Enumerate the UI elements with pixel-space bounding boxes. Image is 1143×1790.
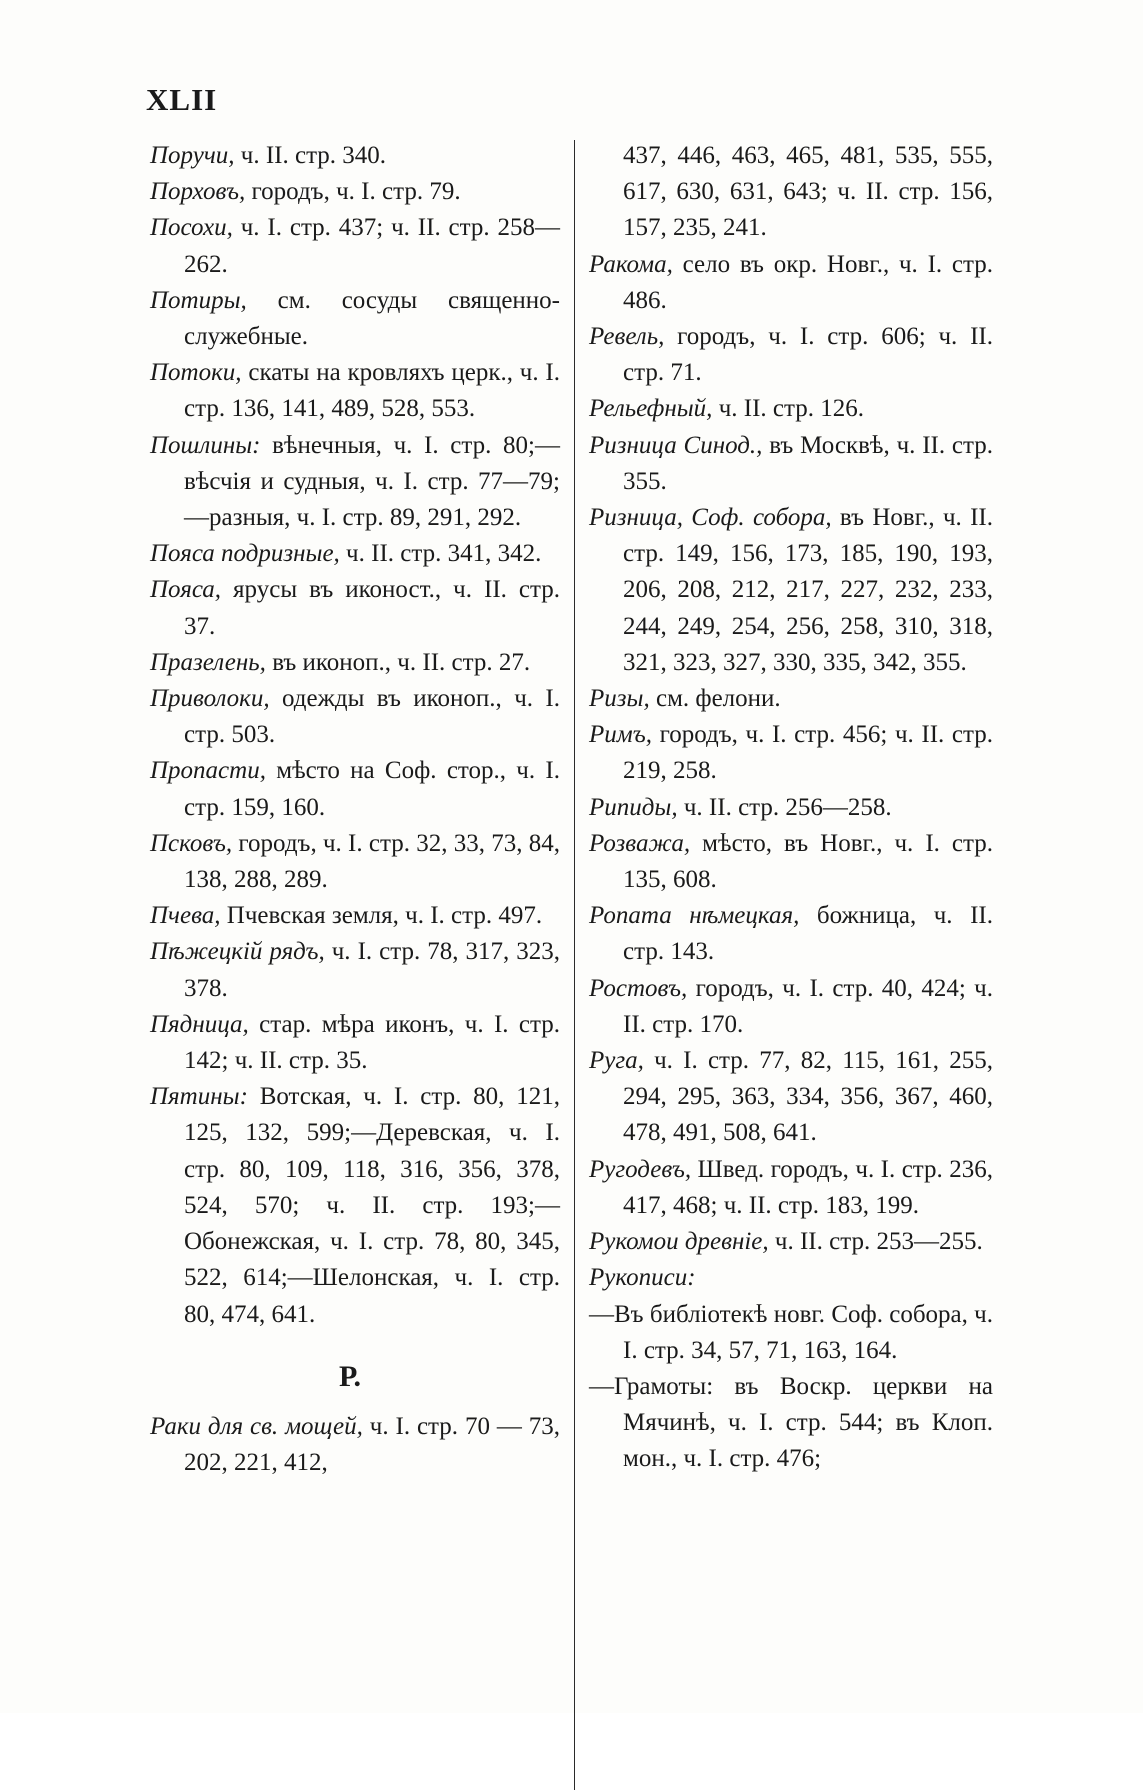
entry-references: см. фелони. [649, 685, 781, 713]
entry-references: мѣсто на Соф. стор., ч. I. стр. 159, 160. [184, 757, 560, 821]
continued-entry: 437, 446, 463, 465, 481, 535, 555, 617, 630, 631, 643; ч. II. стр. 156, 157, 235, 241. [623, 142, 993, 242]
entry-term: Руга, [589, 1047, 644, 1075]
entry-references: см. сосуды священно-служебные. [184, 286, 560, 351]
index-entry [150, 283, 560, 355]
entry-references: скаты на кровляхъ церк., ч. I. стр. 136, 141, 489, 528, 553. [184, 359, 560, 423]
index-entry [150, 572, 560, 644]
entry-term: Ризница, Соф. собора, [589, 504, 832, 532]
entry-references: мѣсто, въ Новг., ч. I. стр. 135, 608. [623, 829, 993, 894]
entry-references: городъ, ч. I. стр. 79. [245, 178, 461, 206]
entry-term: Пропасти, [150, 757, 266, 785]
entry-references: въ Новг., ч. II. стр. 149, 156, 173, 185, 190, 193, 206, 208, 212, 217, 227, 232, 233, 244, 249, 254, 256, 258, 310, 318, 321, 323, 327, 330, 335, 342, 355. [623, 504, 994, 676]
index-entry [150, 428, 560, 537]
index-entry [589, 717, 993, 789]
index-entry [150, 753, 560, 825]
entry-term: Приволоки, [150, 685, 270, 713]
left-entries [150, 138, 560, 1333]
right-entries [589, 247, 993, 1261]
entry-term: Розважа, [589, 829, 691, 857]
index-column-right [589, 138, 993, 1478]
entry-references: ярусы въ иконост., ч. II. стр. 37. [184, 576, 560, 640]
index-entry [589, 1224, 993, 1260]
index-entry [150, 138, 560, 174]
index-entry [589, 826, 993, 898]
index-entry [589, 1043, 993, 1152]
index-entry [150, 1007, 560, 1079]
entry-references: вѣнечныя, ч. I. стр. 80;—вѣсчія и судныя, ч. I. стр. 77—79;—разныя, ч. I. стр. 89, 291, 292. [184, 431, 560, 532]
left-after-section-entries [150, 1409, 560, 1481]
entry-term: Псковъ, [150, 829, 233, 857]
index-entry [589, 319, 993, 391]
entry-references: въ иконоп., ч. II. стр. 27. [265, 648, 531, 676]
entry-term: Пояса подризные, [150, 540, 340, 568]
entry-term: Посохи, [150, 214, 233, 242]
entry-term: Раки для св. мощей, [150, 1412, 363, 1440]
entry-term: Рельефный, [589, 395, 713, 423]
entry-term: Празелень, [150, 648, 266, 676]
index-entry [150, 1409, 560, 1481]
index-entry [589, 391, 993, 427]
entry-term: Пѣжецкій рядъ, [150, 938, 325, 966]
index-entry-manuscripts [589, 1260, 993, 1296]
index-entry [589, 681, 993, 717]
entry-term: Поручи, [150, 142, 235, 169]
page-number: XLII [146, 82, 218, 117]
entry-term: Пчева, [150, 902, 221, 930]
entry-term: Римъ, [589, 721, 652, 749]
entry-references: стар. мѣра иконъ, ч. I. стр. 142; ч. II. стр. 35. [184, 1010, 560, 1075]
entry-references: городъ, ч. I. стр. 32, 33, 73, 84, 138, 288, 289. [184, 829, 560, 894]
entry-term: Ругодевъ, [589, 1155, 692, 1183]
index-entry [589, 971, 993, 1043]
index-entry [589, 790, 993, 826]
entry-term: Рукописи: [589, 1264, 696, 1292]
entry-references: Пчевская земля, ч. I. стр. 497. [220, 902, 543, 930]
entry-term: Рукомои древніе, [589, 1228, 769, 1256]
entry-references: ч. II. стр. 341, 342. [339, 540, 542, 568]
index-entry [150, 536, 560, 572]
entry-references: село въ окр. Новг., ч. I. стр. 486. [623, 250, 993, 314]
index-entry [150, 645, 560, 681]
manuscript-subentry: —Въ библіотекѣ новг. Соф. собора, ч. I. стр. 34, 57, 71, 163, 164. [589, 1300, 993, 1364]
index-entry [150, 1079, 560, 1332]
index-entry [589, 1152, 993, 1224]
entry-references: ч. I. стр. 437; ч. II. стр. 258—262. [184, 214, 560, 278]
entry-term: Пядница, [150, 1010, 249, 1038]
entry-term: Ростовъ, [589, 974, 688, 1002]
entry-term: Ревель, [589, 323, 665, 351]
index-entry [589, 500, 993, 681]
entry-term: Порховъ, [150, 178, 246, 206]
section-letter: Р. [338, 1359, 362, 1393]
index-entry [589, 898, 993, 970]
entry-term: Ропата нѣмецкая, [589, 902, 800, 930]
index-column-left [150, 138, 560, 1481]
entry-term: Пояса, [150, 576, 222, 604]
entry-references: ч. II. стр. 256—258. [677, 793, 892, 821]
index-entry [589, 428, 993, 500]
index-entry [150, 210, 560, 282]
entry-term: Потиры, [150, 286, 247, 314]
index-entry [589, 247, 993, 319]
entry-references: ч. I. стр. 77, 82, 115, 161, 255, 294, 295, 363, 334, 356, 367, 460, 478, 491, 508, 641. [623, 1047, 993, 1147]
entry-references: ч. II. стр. 340. [234, 142, 387, 169]
index-entry [150, 355, 560, 427]
index-entry [150, 681, 560, 753]
entry-term: Рипиды, [589, 793, 678, 821]
manuscript-subentries [589, 1297, 993, 1478]
index-entry [150, 174, 560, 210]
entry-references: божница, ч. II. стр. 143. [623, 902, 993, 966]
entry-references: Швед. городъ, ч. I. стр. 236, 417, 468; ч. II. стр. 183, 199. [623, 1155, 993, 1219]
index-entry [150, 826, 560, 898]
entry-references: ч. II. стр. 253—255. [768, 1228, 983, 1256]
entry-term: Ризы, [589, 685, 650, 713]
entry-term: Ризница Синод., [589, 431, 763, 459]
entry-term: Пятины: [150, 1083, 248, 1111]
entry-references: ч. I. стр. 70 — 73, 202, 221, 412, [184, 1412, 560, 1476]
manuscript-subentry: —Грамоты: въ Воскр. церкви на Мячинѣ, ч. I. стр. 544; въ Клоп. мон., ч. I. стр. 476; [589, 1372, 993, 1473]
index-entry [150, 934, 560, 1006]
entry-references: одежды въ иконоп., ч. I. стр. 503. [184, 685, 560, 749]
entry-term: Пошлины: [150, 431, 261, 459]
entry-references: городъ, ч. I. стр. 40, 424; ч. II. стр. 170. [623, 974, 993, 1038]
entry-references: ч. II. стр. 126. [712, 395, 864, 423]
entry-references: городъ, ч. I. стр. 606; ч. II. стр. 71. [623, 323, 993, 387]
entry-term: Потоки, [150, 359, 242, 387]
entry-references: Вотская, ч. I. стр. 80, 121, 125, 132, 599;—Деревская, ч. I. стр. 80, 109, 118, 316, 356, 378, 524, 570; ч. II. стр. 193;—Обонежская, ч. I. стр. 78, 80, 345, 522, 614;—Шелонская, ч. I. стр. 80, 474, 641. [184, 1083, 560, 1328]
entry-references: городъ, ч. I. стр. 456; ч. II. стр. 219, 258. [623, 721, 993, 785]
index-entry [150, 898, 560, 934]
entry-term: Ракома, [589, 250, 673, 278]
entry-references: ч. I. стр. 78, 317, 323, 378. [184, 938, 560, 1002]
column-divider [574, 140, 575, 1790]
entry-references: въ Москвѣ, ч. II. стр. 355. [623, 431, 993, 495]
